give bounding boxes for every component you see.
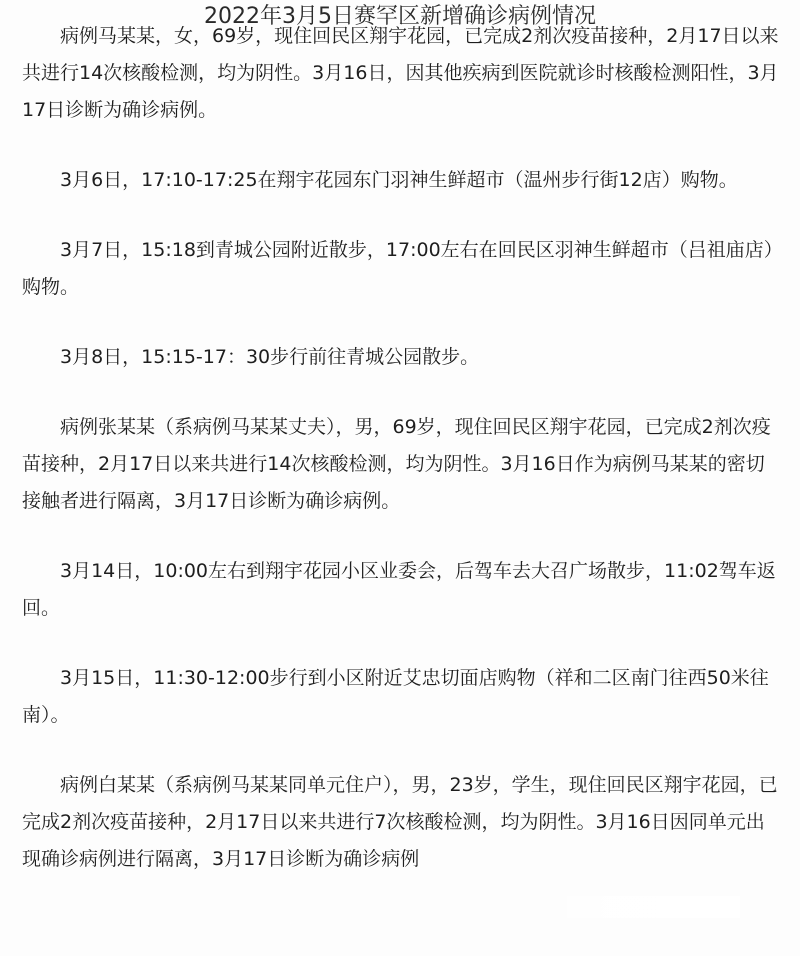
itinerary-march-14: 3月14日，10:00左右到翔宇花园小区业委会，后驾车去大召广场散步，11:02驾车返回。: [22, 560, 776, 619]
page-title: 2022年3月5日赛罕区新增确诊病例情况: [204, 4, 596, 29]
itinerary-march-15: 3月15日，11:30-12:00步行到小区附近艾忠切面店购物（祥和二区南门往西50米往南）。: [22, 667, 769, 726]
itinerary-march-6: 3月6日，17:10-17:25在翔宇花园东门羽神生鲜超市（温州步行街12店）购物。: [60, 169, 738, 191]
case-paragraph-bai: 病例白某某（系病例马某某同单元住户），男，23岁，学生，现住回民区翔宇花园，已完成2剂次疫苗接种，2月17日以来共进行7次核酸检测，均为阴性。3月16日因同单元出现确诊病例进行隔离，3月17日诊断为确诊病例: [22, 774, 778, 870]
case-paragraph-zhang: 病例张某某（系病例马某某丈夫），男，69岁，现住回民区翔宇花园，已完成2剂次疫苗接种，2月17日以来共进行14次核酸检测，均为阴性。3月16日作为病例马某某的密切接触者进行隔离，3月17日诊断为确诊病例。: [22, 416, 771, 512]
article-body: [22, 18, 782, 878]
watermark-fade: [550, 896, 740, 918]
itinerary-march-7: 3月7日，15:18到青城公园附近散步，17:00左右在回民区羽神生鲜超市（吕祖庙店）购物。: [22, 239, 774, 298]
itinerary-march-8: 3月8日，15:15-17：30步行前往青城公园散步。: [60, 346, 480, 368]
case-paragraph-ma: 病例马某某，女，69岁，现住回民区翔宇花园，已完成2剂次疫苗接种，2月17日以来共进行14次核酸检测，均为阴性。3月16日，因其他疾病到医院就诊时核酸检测阳性，3月17日诊断为确诊病例。: [22, 25, 779, 121]
